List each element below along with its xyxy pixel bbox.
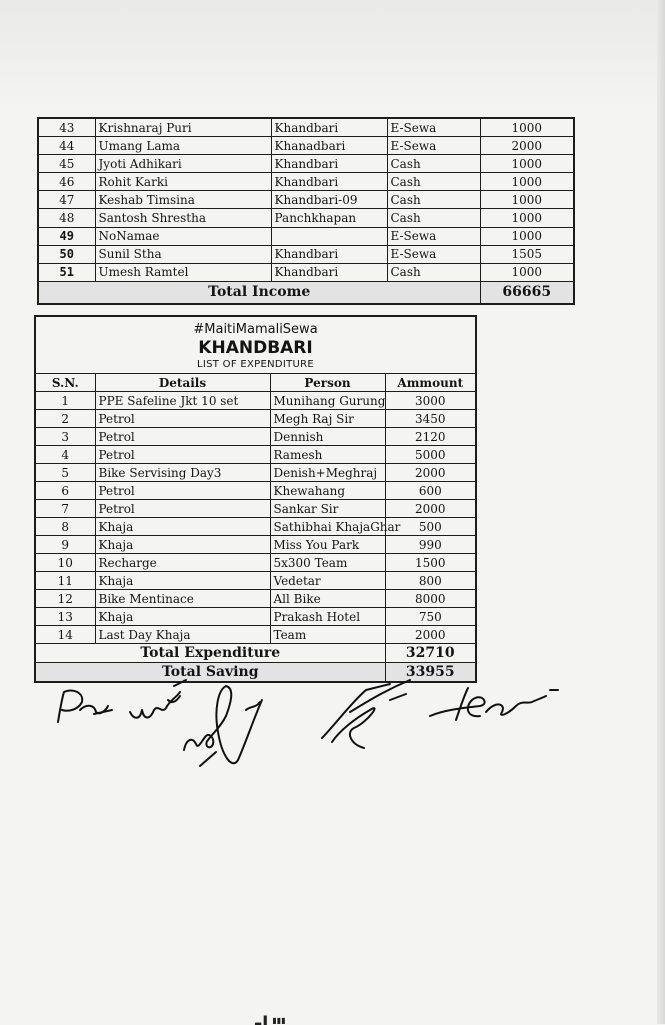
income-payment-mode: E-Sewa [387, 118, 480, 137]
expenditure-table [34, 315, 477, 683]
expenditure-person: 5x300 Team [270, 554, 385, 572]
expenditure-details: PPE Safeline Jkt 10 set [95, 392, 270, 410]
total-income-value: 66665 [480, 281, 574, 304]
expenditure-amount: 3000 [385, 392, 476, 410]
signature-1 [58, 690, 112, 722]
income-amount: 1000 [480, 118, 574, 137]
income-row [38, 155, 574, 173]
income-payment-mode: Cash [387, 173, 480, 191]
expenditure-person: Vedetar [270, 572, 385, 590]
total-expenditure-value: 32710 [385, 644, 476, 663]
signature-4 [322, 680, 410, 748]
income-row [38, 245, 574, 263]
income-amount: 1000 [480, 227, 574, 245]
income-name: Keshab Timsina [95, 191, 271, 209]
expenditure-row [35, 608, 476, 626]
income-name: Santosh Shrestha [95, 209, 271, 227]
expenditure-total-row [35, 644, 476, 663]
expenditure-person: Miss You Park [270, 536, 385, 554]
expenditure-sn: 8 [35, 518, 95, 536]
income-amount: 1000 [480, 173, 574, 191]
signature-5 [430, 688, 558, 720]
income-name: Sunil Stha [95, 245, 271, 263]
expenditure-person: Sathibhai KhajaGhar [270, 518, 385, 536]
income-payment-mode: Cash [387, 209, 480, 227]
expenditure-person: Dennish [270, 428, 385, 446]
expenditure-person: Ramesh [270, 446, 385, 464]
expenditure-details: Bike Servising Day3 [95, 464, 270, 482]
income-row [38, 118, 574, 137]
signatures [50, 670, 570, 790]
list-title: LIST OF EXPENDITURE [197, 359, 315, 370]
center-name: KHANDBARI [198, 338, 313, 358]
expenditure-sn: 13 [35, 608, 95, 626]
income-payment-mode: E-Sewa [387, 227, 480, 245]
income-address: Panchkhapan [271, 209, 387, 227]
signature-3 [184, 686, 262, 766]
income-name: Jyoti Adhikari [95, 155, 271, 173]
expenditure-amount: 990 [385, 536, 476, 554]
expenditure-row [35, 482, 476, 500]
income-amount: 1000 [480, 263, 574, 281]
expenditure-amount: 5000 [385, 446, 476, 464]
expenditure-amount: 3450 [385, 410, 476, 428]
expenditure-details: Petrol [95, 482, 270, 500]
income-amount: 1505 [480, 245, 574, 263]
income-amount: 1000 [480, 155, 574, 173]
total-saving-value: 33955 [385, 663, 476, 683]
income-table [37, 117, 575, 305]
header-person: Person [270, 374, 385, 392]
income-name: NoNamae [95, 227, 271, 245]
expenditure-sn: 14 [35, 626, 95, 644]
income-row [38, 263, 574, 281]
expenditure-row [35, 446, 476, 464]
income-amount: 2000 [480, 137, 574, 155]
income-sn: 49 [38, 227, 95, 245]
income-sn: 45 [38, 155, 95, 173]
expenditure-sn: 4 [35, 446, 95, 464]
expenditure-person: Denish+Meghraj [270, 464, 385, 482]
expenditure-person: Prakash Hotel [270, 608, 385, 626]
total-saving-label: Total Saving [35, 663, 385, 683]
expenditure-sn: 11 [35, 572, 95, 590]
income-sn: 46 [38, 173, 95, 191]
campaign-hashtag: #MaitiMamaliSewa [193, 322, 318, 337]
income-address: Khandbari [271, 155, 387, 173]
expenditure-row [35, 554, 476, 572]
income-row [38, 209, 574, 227]
expenditure-row [35, 392, 476, 410]
expenditure-sn: 10 [35, 554, 95, 572]
expenditure-amount: 800 [385, 572, 476, 590]
expenditure-amount: 500 [385, 518, 476, 536]
expenditure-sn: 12 [35, 590, 95, 608]
expenditure-person: Khewahang [270, 482, 385, 500]
header-details: Details [95, 374, 270, 392]
income-address: Khandbari-09 [271, 191, 387, 209]
total-expenditure-label: Total Expenditure [35, 644, 385, 663]
expenditure-person: Munihang Gurung [270, 392, 385, 410]
expenditure-details: Petrol [95, 410, 270, 428]
income-row [38, 173, 574, 191]
income-name: Krishnaraj Puri [95, 118, 271, 137]
page-footer-mark: ▂ ▌ ▮▮▮ [255, 1016, 286, 1025]
expenditure-details: Petrol [95, 500, 270, 518]
income-address [271, 227, 387, 245]
expenditure-row [35, 500, 476, 518]
expenditure-person: Sankar Sir [270, 500, 385, 518]
income-payment-mode: E-Sewa [387, 137, 480, 155]
header-sn: S.N. [35, 374, 95, 392]
expenditure-sn: 2 [35, 410, 95, 428]
income-sn: 48 [38, 209, 95, 227]
scan-shadow [0, 0, 665, 110]
expenditure-amount: 8000 [385, 590, 476, 608]
expenditure-details: Recharge [95, 554, 270, 572]
expenditure-details: Last Day Khaja [95, 626, 270, 644]
income-payment-mode: Cash [387, 155, 480, 173]
income-payment-mode: Cash [387, 191, 480, 209]
expenditure-title-row [35, 316, 476, 374]
income-total-row [38, 281, 574, 304]
expenditure-sn: 9 [35, 536, 95, 554]
expenditure-title-block [35, 316, 476, 374]
income-amount: 1000 [480, 209, 574, 227]
expenditure-details: Khaja [95, 536, 270, 554]
income-table-body [38, 118, 574, 281]
expenditure-person: Megh Raj Sir [270, 410, 385, 428]
income-name: Umesh Ramtel [95, 263, 271, 281]
expenditure-table-body [35, 392, 476, 644]
expenditure-person: All Bike [270, 590, 385, 608]
signature-2 [130, 680, 186, 718]
expenditure-amount: 600 [385, 482, 476, 500]
expenditure-row [35, 572, 476, 590]
expenditure-details: Khaja [95, 608, 270, 626]
expenditure-sn: 1 [35, 392, 95, 410]
income-sn: 50 [38, 245, 95, 263]
expenditure-row [35, 590, 476, 608]
income-sn: 43 [38, 118, 95, 137]
expenditure-details: Petrol [95, 428, 270, 446]
expenditure-amount: 1500 [385, 554, 476, 572]
expenditure-row [35, 464, 476, 482]
expenditure-sn: 6 [35, 482, 95, 500]
income-payment-mode: E-Sewa [387, 245, 480, 263]
expenditure-sn: 3 [35, 428, 95, 446]
income-sn: 47 [38, 191, 95, 209]
expenditure-details: Khaja [95, 518, 270, 536]
income-name: Rohit Karki [95, 173, 271, 191]
income-amount: 1000 [480, 191, 574, 209]
income-address: Khandbari [271, 245, 387, 263]
income-row [38, 137, 574, 155]
expenditure-amount: 2000 [385, 500, 476, 518]
expenditure-details: Petrol [95, 446, 270, 464]
income-row [38, 227, 574, 245]
expenditure-sn: 7 [35, 500, 95, 518]
expenditure-sn: 5 [35, 464, 95, 482]
expenditure-row [35, 518, 476, 536]
expenditure-details: Bike Mentinace [95, 590, 270, 608]
page-edge [657, 0, 665, 1024]
income-address: Khandbari [271, 263, 387, 281]
expenditure-amount: 2000 [385, 464, 476, 482]
income-sn: 51 [38, 263, 95, 281]
expenditure-person: Team [270, 626, 385, 644]
expenditure-row [35, 428, 476, 446]
expenditure-amount: 2000 [385, 626, 476, 644]
income-address: Khandbari [271, 118, 387, 137]
income-name: Umang Lama [95, 137, 271, 155]
income-address: Khanadbari [271, 137, 387, 155]
expenditure-row [35, 536, 476, 554]
expenditure-amount: 2120 [385, 428, 476, 446]
header-amount: Ammount [385, 374, 476, 392]
income-address: Khandbari [271, 173, 387, 191]
income-payment-mode: Cash [387, 263, 480, 281]
income-row [38, 191, 574, 209]
expenditure-row [35, 626, 476, 644]
expenditure-header-row [35, 374, 476, 392]
expenditure-details: Khaja [95, 572, 270, 590]
total-income-label: Total Income [38, 281, 480, 304]
expenditure-amount: 750 [385, 608, 476, 626]
income-sn: 44 [38, 137, 95, 155]
expenditure-row [35, 410, 476, 428]
